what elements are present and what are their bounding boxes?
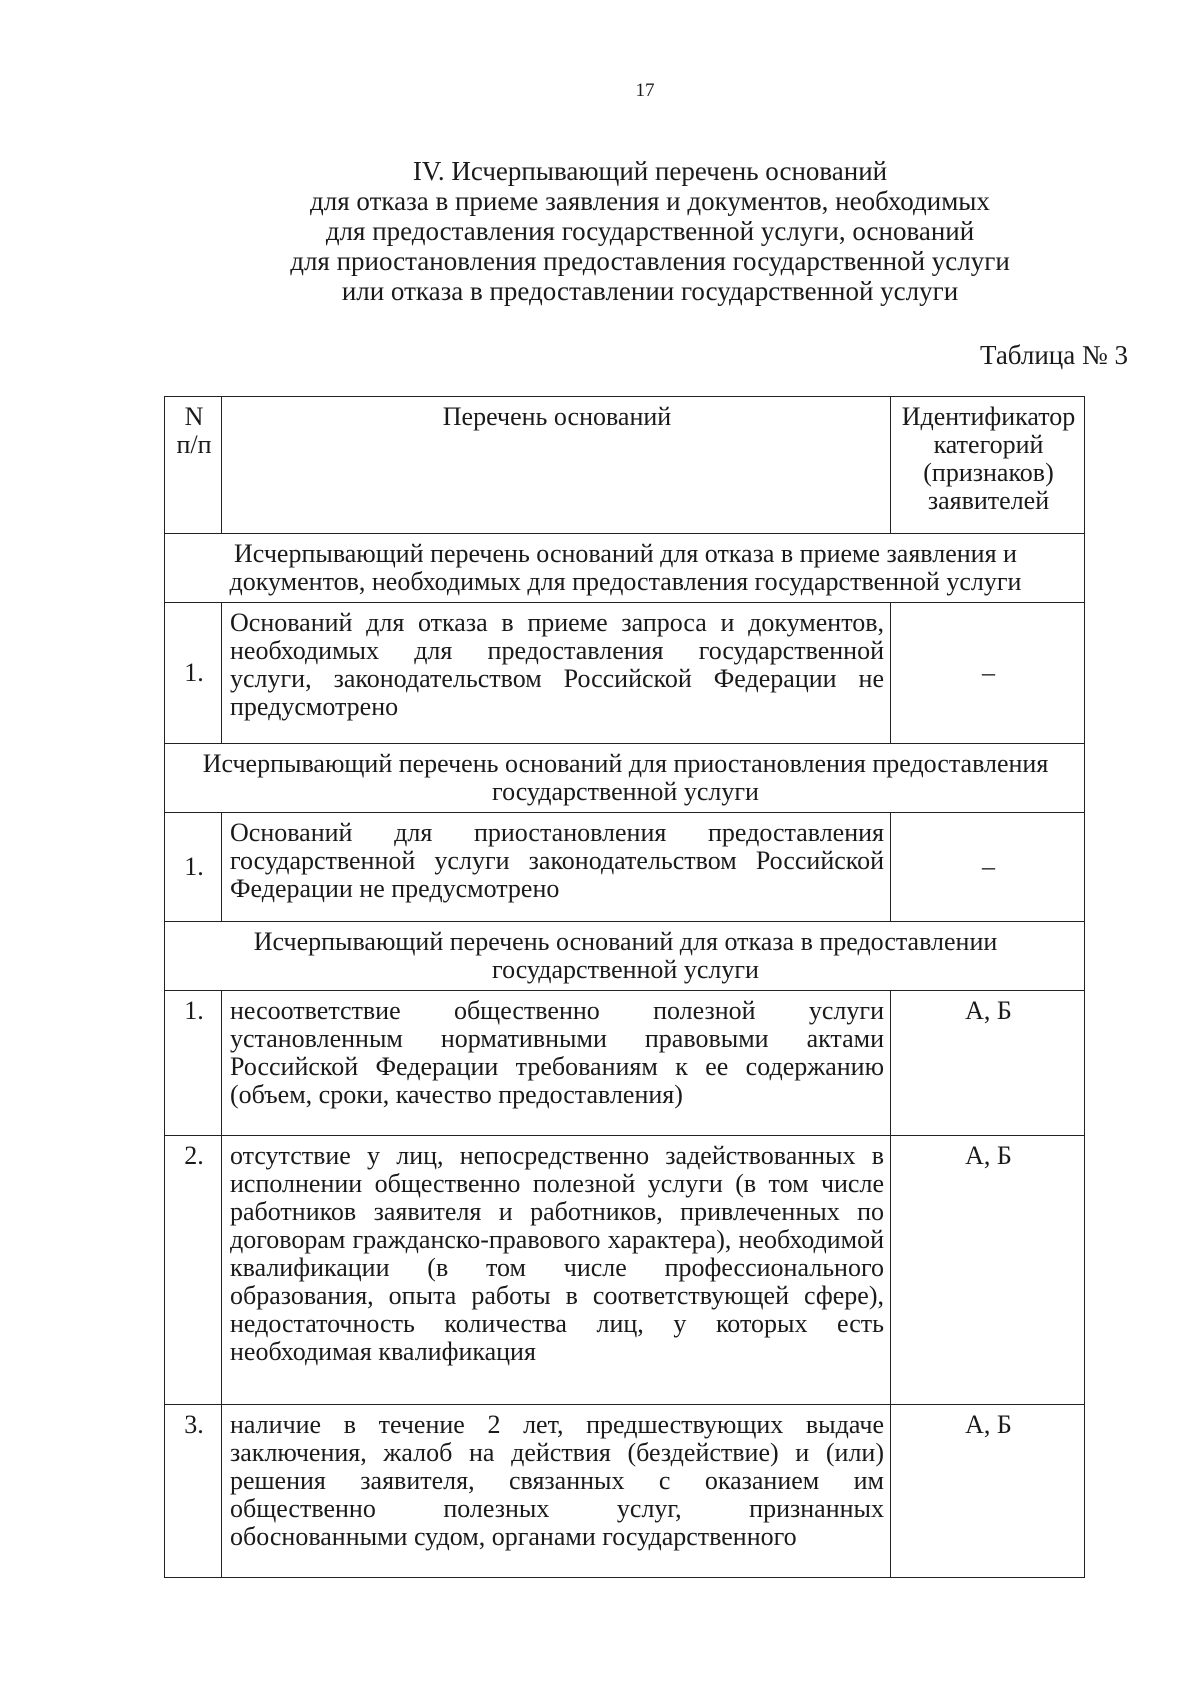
section-title — [240, 156, 1060, 306]
page-number: 17 — [635, 80, 655, 101]
row-text: Оснований для отказа в приеме запроса и документов, необходимых для предоставления государственной услуги, законодательством Российской Федерации не предусмотрено — [222, 603, 891, 744]
row-text: Оснований для приостановления предоставления государственной услуги законодательством Российской Федерации не предусмотрено — [222, 813, 891, 922]
section-heading-reception: Исчерпывающий перечень оснований для отказа в приеме заявления и документов, необходимых для предоставления государственной услуги — [165, 534, 1085, 603]
header-basis: Перечень оснований — [222, 397, 891, 534]
row-number: 2. — [165, 1136, 222, 1405]
section-title-line: или отказа в предоставлении государственной услуги — [341, 276, 959, 306]
row-number: 1. — [165, 813, 222, 922]
row-number: 1. — [165, 603, 222, 744]
row-number: 3. — [165, 1405, 222, 1578]
row-identifier: А, Б — [891, 1136, 1085, 1405]
table-row — [165, 991, 1085, 1136]
row-text: отсутствие у лиц, непосредственно задействованных в исполнении общественно полезной услуги (в том числе работников заявителя и работников, привлеченных по договорам гражданско-правового характера), необходимой квалификации (в том числе профессионального образования, опыта работы в соответствующей сфере), недостаточность количества лиц, у которых есть необходимая квалификация — [222, 1136, 891, 1405]
row-identifier: А, Б — [891, 991, 1085, 1136]
section-heading-row — [165, 922, 1085, 991]
table-row — [165, 813, 1085, 922]
row-identifier: – — [891, 813, 1085, 922]
section-heading-refusal: Исчерпывающий перечень оснований для отказа в предоставлении государственной услуги — [165, 922, 1085, 991]
section-title-line: IV. Исчерпывающий перечень оснований — [412, 156, 888, 186]
row-number: 1. — [165, 991, 222, 1136]
table-row — [165, 1136, 1085, 1405]
table-label: Таблица № 3 — [980, 340, 1128, 370]
table-row — [165, 1405, 1085, 1578]
row-text: наличие в течение 2 лет, предшествующих выдаче заключения, жалоб на действия (бездействие) и (или) решения заявителя, связанных с оказанием им общественно полезных услуг, признанных обоснованными судом, органами государственного — [222, 1405, 891, 1578]
section-heading-row — [165, 744, 1085, 813]
row-text: несоответствие общественно полезной услуги установленным нормативными правовыми актами Российской Федерации требованиям к ее содержанию (объем, сроки, качество предоставления) — [222, 991, 891, 1136]
section-heading-row — [165, 534, 1085, 603]
header-num: N п/п — [165, 397, 222, 534]
grounds-table — [164, 396, 1085, 1578]
section-heading-suspension: Исчерпывающий перечень оснований для приостановления предоставления государственной услуги — [165, 744, 1085, 813]
row-identifier: А, Б — [891, 1405, 1085, 1578]
section-title-line: для приостановления предоставления государственной услуги — [290, 246, 1010, 276]
row-identifier: – — [891, 603, 1085, 744]
table-row — [165, 603, 1085, 744]
table-header-row — [165, 397, 1085, 534]
section-title-line: для отказа в приеме заявления и документов, необходимых — [310, 186, 990, 216]
header-identifier: Идентификатор категорий (признаков) заявителей — [891, 397, 1085, 534]
section-title-line: для предоставления государственной услуги, оснований — [325, 216, 975, 246]
